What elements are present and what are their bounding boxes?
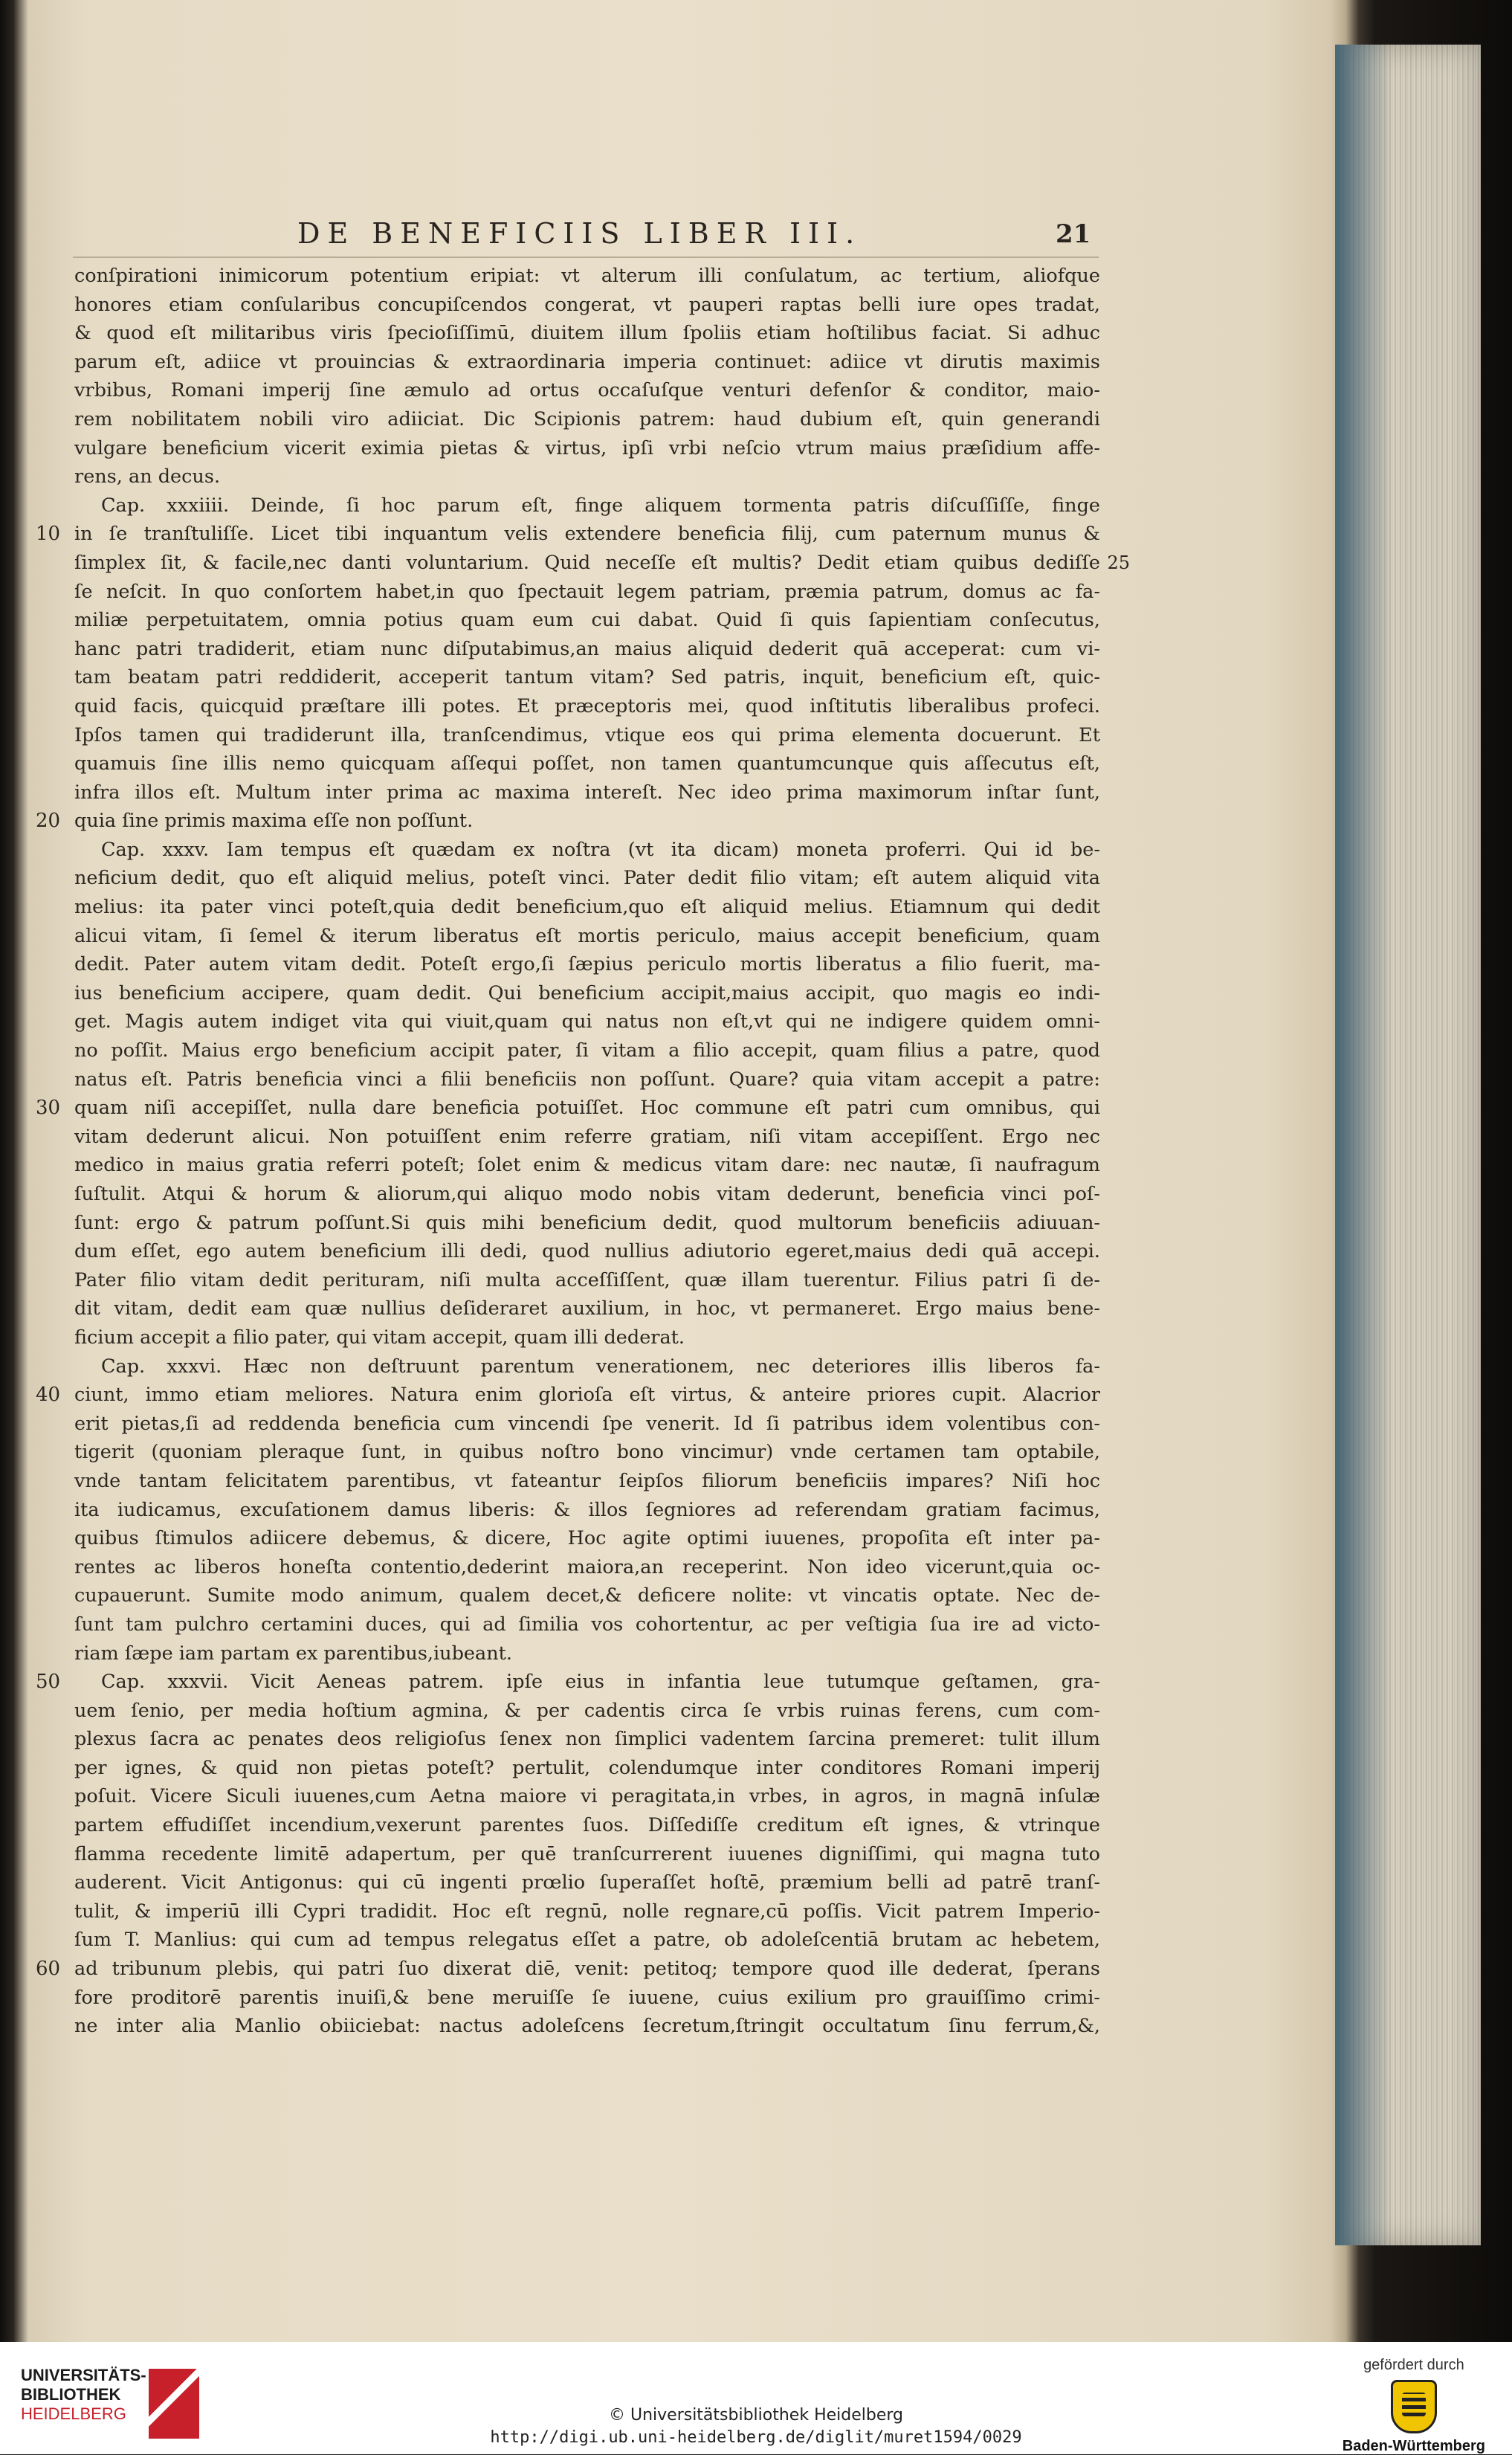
text-line	[74, 1782, 1100, 1811]
text-line	[74, 1697, 1100, 1726]
text-line-content: ſunt: ergo & patrum poſſunt.Si quis mihi beneficium dedit, quod multorum beneficiis adiuuan-	[74, 1211, 1100, 1234]
text-line	[74, 376, 1100, 405]
text-line-content: quibus ſtimulos adiicere debemus, & dicere, Hoc agite optimi iuuenes, propoſita eſt inter pa-	[74, 1527, 1100, 1550]
text-line	[74, 1610, 1100, 1639]
sponsor-label: gefördert durch	[1363, 2357, 1464, 2373]
text-line	[74, 291, 1100, 320]
text-line	[74, 1840, 1100, 1869]
text-line-content: cupauerunt. Sumite modo animum, qualem decet,& deficere nolite: vt vincatis optate. Nec de-	[74, 1584, 1100, 1607]
text-line-content: auderent. Vicit Antigonus: qui cū ingenti prœlio ſuperaſſet hoſtē, præmium belli ad patrē tranſ-	[74, 1871, 1100, 1894]
text-line-content: partem effudiſſet incendium,vexerunt parentes ſuos. Diſſediſſe creditum eſt ignes, & vtrinque	[74, 1814, 1100, 1837]
text-line-content: plexus ſacra ac penates deos religioſus ſenex non ſimplici vadentem ſarcina premeret: tulit illum	[74, 1728, 1100, 1751]
text-line-content: & quod eſt militaribus viris ſpecioſiſſimū, diuitem illum ſpoliis etiam hoſtilibus faciat. Si adhuc	[74, 322, 1100, 345]
line-number-left: 40	[36, 1384, 61, 1407]
line-number-left: 10	[36, 523, 61, 546]
text-line-content: tulit, & imperiū illi Cypri tradidit. Hoc eſt regnū, nolle regnare,cū poſſis. Vicit patrem Imperio-	[74, 1900, 1100, 1923]
text-line	[74, 1180, 1100, 1209]
text-line-content: erit pietas,ſi ad reddenda beneficia cum vincendi ſpe venerit. Id ſi patribus idem volentibus con-	[74, 1412, 1100, 1435]
text-line-content: ad tribunum plebis, qui patri ſuo dixerat diē, venit: petitoq; tempore quod ille dederat, ſperans	[74, 1958, 1100, 1981]
text-line-content: parum eſt, adiice vt prouincias & extraordinaria imperia continuet: adiice vt dirutis maximis	[74, 350, 1100, 373]
text-line-content: tam beatam patri reddiderit, acceperit tantum vitam? Sed patris, inquit, beneficium eſt, quic-	[74, 666, 1100, 689]
text-line-content: Ipſos tamen qui tradiderunt illa, tranſcendimus, vtique eos qui prima elementa docuerunt. Et	[74, 723, 1100, 746]
text-line	[74, 462, 1100, 491]
text-line	[74, 635, 1100, 664]
text-line-content: ſum T. Manlius: qui cum ad tempus relegatus eſſet a patre, ob adoleſcentiā brutam ac hebetem,	[74, 1929, 1100, 1952]
text-line	[74, 893, 1100, 922]
text-line-content: dum eſſet, ego autem beneficium illi dedi, quod nullius adiutorio egeret,maius dedi quā accepi.	[74, 1240, 1100, 1263]
text-line	[74, 1323, 1100, 1352]
text-line	[74, 1467, 1100, 1496]
text-line	[74, 348, 1100, 377]
text-line	[74, 692, 1100, 721]
text-line	[36, 807, 1100, 836]
text-line	[74, 1036, 1100, 1065]
text-line	[74, 1868, 1100, 1897]
text-line	[74, 1754, 1100, 1783]
text-line-content: Pater filio vitam dedit perituram, niſi multa acceſſiſſent, quæ illam tuerentur. Filius patri ſi de-	[74, 1268, 1100, 1291]
line-number-left: 60	[36, 1958, 61, 1981]
text-line-content: poſuit. Vicere Siculi iuuenes,cum Aetna maiore vi peragitata,in vrbes, in agros, in magnā inſulæ	[74, 1785, 1100, 1808]
text-line-content: Cap. xxxv. Iam tempus eſt quædam ex noſtra (vt ita dicam) moneta proferri. Qui id be-	[101, 838, 1100, 861]
text-line	[74, 1984, 1100, 2013]
text-line-content: ciunt, immo etiam meliores. Natura enim glorioſa eſt virtus, & anteire priores cupit. Alacrior	[74, 1384, 1100, 1407]
text-line	[36, 1668, 1100, 1697]
text-line	[74, 836, 1100, 865]
text-line	[74, 1811, 1100, 1840]
text-line-content: melius: ita pater vinci poteſt,quia dedit beneficium,quo eſt aliquid melius. Etiamnum qui dedit	[74, 896, 1100, 919]
text-line	[74, 2012, 1100, 2041]
text-line-content: quia ſine primis maxima eſſe non poſſunt.	[74, 810, 474, 833]
text-line	[74, 1581, 1100, 1610]
text-line	[74, 1438, 1100, 1467]
text-line-content: Cap. xxxiiii. Deinde, ſi hoc parum eſt, finge aliquem tormenta patris diſcuſſiſſe, finge	[101, 494, 1100, 517]
text-line	[74, 778, 1100, 807]
text-line	[74, 1237, 1100, 1266]
text-line-content: ſe neſcit. In quo conſortem habet,in quo ſpectauit legem patriam, præmia patrum, domus ac fa-	[74, 580, 1100, 603]
text-line-content: get. Magis autem indiget vita qui viuit,quam qui natus non eſt,vt qui ne indigere quidem omni-	[74, 1010, 1100, 1033]
logo-line-3: HEIDELBERG	[21, 2404, 126, 2423]
text-line-content: dit vitam, dedit eam quæ nullius deſideraret auxilium, in hoc, vt permaneret. Ergo maius bene-	[74, 1297, 1100, 1320]
text-line-content: in ſe tranſtuliſſe. Licet tibi inquantum velis extendere beneficia filij, cum paternum munus &	[74, 523, 1100, 546]
text-line-content: vnde tantam felicitatem parentibus, vt fateantur ſeipſos filiorum beneficiis impares? Niſi hoc	[74, 1469, 1100, 1492]
text-line-content: ius beneficium accipere, quam dedit. Qui beneficium accipit,maius accipit, quo magis eo indi-	[74, 981, 1100, 1004]
line-number-left: 20	[36, 810, 61, 833]
text-line	[74, 1352, 1100, 1381]
text-line-content: no poſſit. Maius ergo beneficium accipit pater, ſi vitam a filio accepit, quam filius a patre, quod	[74, 1039, 1100, 1062]
text-line	[74, 749, 1100, 778]
text-line	[74, 1007, 1100, 1036]
text-line-content: natus eſt. Patris beneficia vinci a filii beneficiis non poſſunt. Quare? quia vitam accepit a patre:	[74, 1068, 1100, 1091]
text-line	[74, 1524, 1100, 1553]
text-line-content: vulgare beneficium vicerit eximia pietas & virtus, ipſi vrbi neſcio vtrum maius præſidium affe-	[74, 436, 1100, 459]
text-line-content: riam ſæpe iam partam ex parentibus,iubeant.	[74, 1642, 512, 1665]
text-line	[74, 434, 1100, 463]
text-line-content: ſunt tam pulchro certamini duces, qui ad ſimilia vos cohortentur, ac per veſtigia ſua ire ad victo-	[74, 1613, 1100, 1636]
text-line	[74, 1294, 1100, 1323]
text-line-content: hanc patri tradiderit, etiam nunc diſputabimus,an maius aliquid dederit quā acceperat: cum vi-	[74, 637, 1100, 660]
text-line	[74, 864, 1100, 893]
text-line-content: neficium dedit, quo eſt aliquid melius, poteſt vinci. Pater dedit filio vitam; eſt autem aliquid vita	[74, 867, 1100, 890]
text-line-content: conſpirationi inimicorum potentium eripiat: vt alterum illi conſulatum, ac tertium, aliofque	[74, 265, 1100, 287]
text-line	[36, 1381, 1100, 1410]
text-line	[74, 1725, 1100, 1754]
logo-line-1: UNIVERSITÄTS-	[21, 2366, 146, 2384]
text-line-content: ſimplex ſit, & facile,nec danti voluntarium. Quid neceſſe eſt multis? Dedit etiam quibus dediſſe	[74, 551, 1100, 574]
logo-line-2: BIBLIOTHEK	[21, 2385, 121, 2404]
text-line-content: quam niſi accepiſſet, nulla dare beneficia potuiſſet. Hoc commune eſt patri cum omnibus, qui	[74, 1097, 1100, 1120]
page-number: 21	[1056, 219, 1091, 249]
text-line	[74, 922, 1100, 951]
text-line	[74, 950, 1100, 979]
text-line-content: vitam dederunt alicui. Non potuiſſent enim referre gratiam, niſi vitam accepiſſent. Ergo nec	[74, 1125, 1100, 1148]
text-line-content: miliæ perpetuitatem, omnia potius quam eum cui dabat. Quid ſi quis ſapientiam conſecutus,	[74, 609, 1100, 632]
text-line-content: tigerit (quoniam pleraque ſunt, in quibus noſtro bono vincimur) vnde certamen tam optabile,	[74, 1441, 1100, 1464]
text-line	[74, 1639, 1100, 1668]
text-line-content: infra illos eſt. Multum inter prima ac maxima intereſt. Nec ideo prima maximorum inſtar ſunt,	[74, 781, 1100, 804]
text-line	[74, 1266, 1100, 1295]
text-line	[74, 979, 1100, 1008]
line-number-left: 50	[36, 1671, 61, 1694]
line-number-left: 30	[36, 1097, 61, 1120]
text-line	[36, 1955, 1100, 1984]
text-line	[74, 319, 1100, 348]
text-line-content: uem ſenio, per media hoſtium agmina, & per cadentis circa ſe vrbis ruinas ferens, cum com-	[74, 1699, 1100, 1722]
text-line-content: ficium accepit a filio pater, qui vitam accepit, quam illi dederat.	[74, 1326, 685, 1349]
copyright-notice: © Universitätsbibliothek Heidelberg	[608, 2406, 903, 2425]
text-line	[74, 1151, 1100, 1180]
text-line	[74, 578, 1100, 607]
text-line-content: flamma recedente limitē adapertum, per quē tranſcurrerent iuuenes digniſſimi, qui magna tuto	[74, 1842, 1100, 1865]
text-line	[74, 262, 1100, 291]
text-line	[74, 663, 1100, 692]
text-line-content: medico in maius gratia referri poteſt; ſolet enim & medicus vitam dare: nec nautæ, ſi naufragum	[74, 1154, 1100, 1177]
text-line-content: ne inter alia Manlio obiiciebat: nactus adoleſcens ſecretum,ſtringit occultatum ſinu ferrum,&,	[74, 2015, 1100, 2038]
text-line	[74, 1410, 1100, 1439]
text-line-content: fore proditorē parentis inuiſi,& bene meruiſſe ſe iuuene, cuius exilium pro grauiſſimo crimi-	[74, 1986, 1100, 2009]
text-line	[74, 1496, 1100, 1525]
running-head: DE BENEFICIIS LIBER III.	[297, 217, 862, 250]
text-line	[74, 1897, 1100, 1926]
text-line-content: vrbibus, Romani imperij ſine æmulo ad ortus occaſuſque venturi defenſor & conditor, maio-	[74, 379, 1100, 402]
text-line	[74, 491, 1100, 520]
text-line	[74, 1926, 1100, 1955]
text-line-content: ita iudicamus, excuſationem damus liberis: & illos ſegniores ad referendam gratiam facimus,	[74, 1498, 1100, 1521]
text-line-content: quamuis ſine illis nemo quicquam aſſequi poſſet, non tamen quantumcunque quis aſſecutus eſt,	[74, 752, 1100, 775]
text-line-content: rentes ac liberos honeſta contentio,dederint maiora,an receperint. Non ideo vicerunt,quia oc-	[74, 1555, 1100, 1578]
text-line	[74, 721, 1100, 750]
text-line-content: alicui vitam, ſi ſemel & iterum liberatus eſt mortis periculo, maius accepit beneficium, quam	[74, 924, 1100, 947]
permalink-url[interactable]: http://digi.ub.uni-heidelberg.de/diglit/muret1594/0029	[490, 2428, 1022, 2447]
text-line-content: Cap. xxxvii. Vicit Aeneas patrem. ipſe eius in infantia leue tutumque geſtamen, gra-	[101, 1671, 1100, 1694]
sponsor-name: Baden-Württemberg	[1342, 2438, 1485, 2454]
page-fore-edge	[1335, 45, 1481, 2245]
text-line-content: per ignes, & quid non pietas poteſt? pertulit, colendumque inter conditores Romani imperij	[74, 1756, 1100, 1779]
text-line	[74, 549, 1130, 578]
text-line-content: dedit. Pater autem vitam dedit. Poteſt ergo,ſi ſæpius periculo mortis liberatus a filio fuerit, ma-	[74, 953, 1100, 976]
sponsor-block[interactable]	[1343, 2357, 1485, 2455]
text-line	[36, 1094, 1100, 1123]
body-text	[36, 262, 1130, 2041]
text-line-content: honores etiam conſularibus concupiſcendos congerat, vt pauperi raptas belli iure opes tradat,	[74, 293, 1100, 316]
text-line	[74, 405, 1100, 434]
text-line-content: ſuſtulit. Atqui & horum & aliorum,qui aliquo modo nobis vitam dederunt, beneficia vinci poſ-	[74, 1183, 1100, 1205]
text-line	[74, 606, 1100, 635]
text-line	[74, 1209, 1100, 1238]
line-number-right: 25	[1107, 552, 1130, 573]
text-line-content: Cap. xxxvi. Hæc non deſtruunt parentum venerationem, nec deteriores illis liberos fa-	[101, 1355, 1100, 1378]
text-line-content: rens, an decus.	[74, 465, 221, 488]
text-line	[74, 1065, 1100, 1094]
text-line-content: quid facis, quicquid præſtare illi potes. Et præceptoris mei, quod inſtitutis liberalibus profeci.	[74, 694, 1100, 717]
text-line-content: rem nobilitatem nobili viro adiiciat. Dic Scipionis patrem: haud dubium eſt, quin generandi	[74, 407, 1100, 430]
header-rule	[73, 257, 1099, 258]
text-line	[74, 1123, 1100, 1152]
coat-of-arms-icon	[1391, 2380, 1437, 2433]
text-line	[74, 1553, 1100, 1582]
text-line	[36, 520, 1100, 549]
